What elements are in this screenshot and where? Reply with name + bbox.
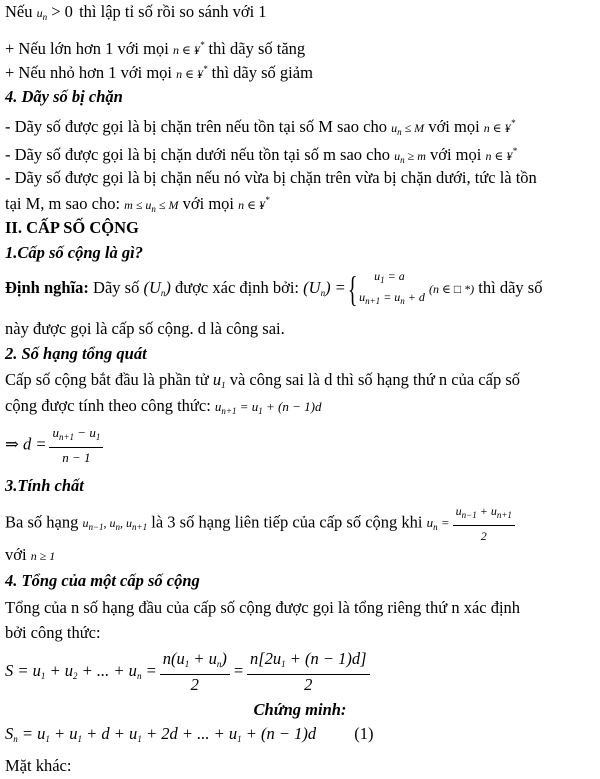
heading-what-is: 1.Cấp số cộng là gì? <box>5 243 143 262</box>
line-sum-2: bởi công thức: <box>5 623 101 642</box>
heading-bounded: 4. Dãy số bị chặn <box>5 87 123 106</box>
heading-general-term: 2. Số hạng tổng quát <box>5 344 147 363</box>
line-bounded-cont: tại M, m sao cho: $m \le u_n \le M$ với mọi n ∈ ¥* <box>5 194 270 214</box>
line-bounded-above: - Dãy số được gọi là bị chặn trên nếu tồn tại số M sao cho $u_n \le M$ với mọi n ∈ ¥* <box>5 117 516 137</box>
line-property: Ba số hạng $u_{n-1}$, $u_n$, $u_{n+1}$ là 3 số hạng liên tiếp của cấp số cộng khi $u_n$ = $\frac{u_{n-1} + u_{n+1}}{2}$ <box>5 502 518 547</box>
formula-sum: $S = u_1 + u_2$ + ... + $u_n$ = $\frac{n(u_1 + u_n)}{2}$ = $\frac{n[2u_1 + (n - 1)d]}{2}$ <box>5 650 373 694</box>
proof-heading: Chứng minh: <box>253 700 347 719</box>
line-general-2: cộng được tính theo công thức: $u_{n+1} = u_1 + (n - 1)d$ <box>5 396 322 416</box>
line-increasing: + Nếu lớn hơn 1 với mọi n ∈ ¥* thì dãy số tăng <box>5 39 306 58</box>
formula-sn: $S_n = u_1 + u_1 + d + u_1 + 2d$ + ... + $u_1 + (n - 1)d$ (1) <box>5 724 374 744</box>
line-other: Mặt khác: <box>5 756 72 775</box>
heading-property: 3.Tính chất <box>5 476 84 495</box>
line-decreasing: + Nếu nhỏ hơn 1 với mọi n ∈ ¥* thì dãy số giảm <box>5 63 313 82</box>
line-n-condition: với n ≥ 1 <box>5 545 56 564</box>
line-sum-1: Tổng của n số hạng đầu của cấp số cộng được gọi là tổng riêng thứ n xác định <box>5 598 521 617</box>
line-monotonic-ratio: Nếu $u_n > 0$ thì lập tỉ số rồi so sánh với 1 <box>5 2 267 22</box>
line-general-1: Cấp số cộng bắt đầu là phần tử $u_1$ và công sai là d thì số hạng thứ n của cấp số <box>5 370 520 390</box>
section-title: II. CẤP SỐ CỘNG <box>5 218 139 237</box>
formula-d: ⇒ d = $\frac{u_{n+1} - u_1}{n - 1}$ <box>5 424 106 467</box>
heading-sum: 4. Tổng của một cấp số cộng <box>5 571 200 590</box>
line-bounded: - Dãy số được gọi là bị chặn nếu nó vừa bị chặn trên vừa bị chặn dưới, tức là tồn <box>5 168 537 187</box>
line-definition-cont: này được gọi là cấp số cộng. d là công sai. <box>5 319 285 338</box>
line-bounded-below: - Dãy số được gọi là bị chặn dưới nếu tồn tại số m sao cho $u_n \ge m$ với mọi n ∈ ¥* <box>5 145 517 165</box>
line-definition: Định nghĩa: Dãy số $(U_n)$ được xác định bởi: $(U_n)$ ={ $u_1 = a$ $u_{n+1} = u_n + d$ (n ∈ □ *) thì dãy số <box>5 269 543 310</box>
